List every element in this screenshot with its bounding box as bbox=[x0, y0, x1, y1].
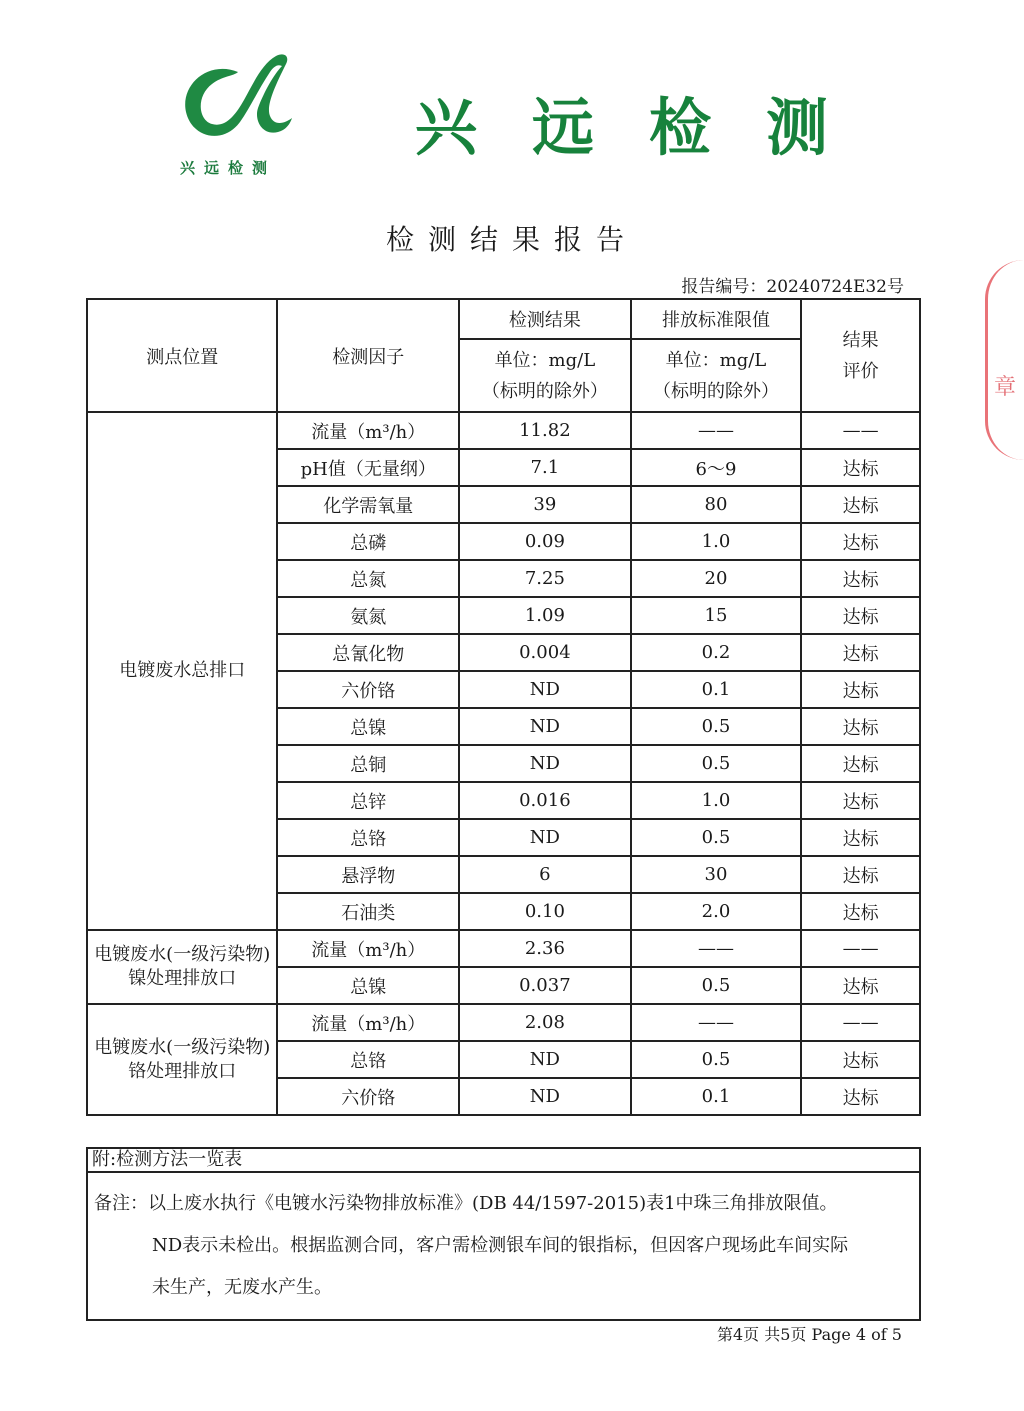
result-cell: ND bbox=[459, 708, 631, 745]
factor-cell: 总镍 bbox=[277, 967, 459, 1004]
result-cell: 2.36 bbox=[459, 930, 631, 967]
col-header-evaluation bbox=[801, 299, 920, 412]
result-cell: 0.016 bbox=[459, 782, 631, 819]
limit-cell: 0.1 bbox=[631, 1078, 802, 1115]
factor-cell: 总铬 bbox=[277, 1041, 459, 1078]
factor-cell: 化学需氧量 bbox=[277, 486, 459, 523]
factor-cell: 总镍 bbox=[277, 708, 459, 745]
factor-cell: 总氰化物 bbox=[277, 634, 459, 671]
report-number: 报告编号：20240724E32号 bbox=[681, 277, 904, 297]
factor-cell: 总铬 bbox=[277, 819, 459, 856]
result-cell: 1.09 bbox=[459, 597, 631, 634]
evaluation-header-line2: 评价 bbox=[842, 360, 879, 382]
notes-table bbox=[86, 1147, 921, 1321]
factor-cell: 流量（m³/h） bbox=[277, 1004, 459, 1041]
evaluation-cell: 达标 bbox=[801, 449, 920, 486]
remark-line-3: 未生产，无废水产生。 bbox=[152, 1277, 332, 1298]
factor-cell: 流量（m³/h） bbox=[277, 930, 459, 967]
company-logo bbox=[178, 50, 293, 150]
evaluation-cell: 达标 bbox=[801, 967, 920, 1004]
table-row bbox=[87, 930, 920, 967]
result-cell: 0.037 bbox=[459, 967, 631, 1004]
stamp-text: 章 bbox=[994, 375, 1017, 400]
result-cell: ND bbox=[459, 819, 631, 856]
remark-line-2: ND表示未检出。根据监测合同，客户需检测银车间的银指标，但因客户现场此车间实际 bbox=[152, 1235, 849, 1256]
factor-cell: 六价铬 bbox=[277, 671, 459, 708]
results-table bbox=[86, 298, 921, 1116]
limit-unit-header bbox=[631, 339, 802, 412]
location-cell: 电镀废水总排口 bbox=[87, 412, 277, 930]
result-unit: 单位：mg/L bbox=[494, 349, 596, 371]
result-cell: ND bbox=[459, 1041, 631, 1078]
header-row-1 bbox=[87, 299, 920, 339]
evaluation-cell: 达标 bbox=[801, 745, 920, 782]
evaluation-cell: 达标 bbox=[801, 523, 920, 560]
results-body bbox=[87, 299, 920, 1115]
limit-cell: —— bbox=[631, 412, 802, 449]
result-cell: 2.08 bbox=[459, 1004, 631, 1041]
evaluation-cell: 达标 bbox=[801, 671, 920, 708]
limit-cell: 0.5 bbox=[631, 819, 802, 856]
col-header-result: 检测结果 bbox=[459, 299, 631, 339]
limit-cell: 0.1 bbox=[631, 671, 802, 708]
limit-cell: —— bbox=[631, 1004, 802, 1041]
evaluation-cell: 达标 bbox=[801, 893, 920, 930]
evaluation-cell: —— bbox=[801, 1004, 920, 1041]
result-cell: ND bbox=[459, 745, 631, 782]
factor-cell: 总磷 bbox=[277, 523, 459, 560]
factor-cell: 流量（m³/h） bbox=[277, 412, 459, 449]
result-unit-header bbox=[459, 339, 631, 412]
factor-cell: 总铜 bbox=[277, 745, 459, 782]
factor-cell: pH值（无量纲） bbox=[277, 449, 459, 486]
col-header-factor: 检测因子 bbox=[277, 299, 459, 412]
page-footer: 第4页 共5页 Page 4 of 5 bbox=[716, 1325, 902, 1344]
factor-cell: 六价铬 bbox=[277, 1078, 459, 1115]
evaluation-cell: —— bbox=[801, 930, 920, 967]
limit-cell: —— bbox=[631, 930, 802, 967]
result-cell: 0.09 bbox=[459, 523, 631, 560]
result-cell: 7.25 bbox=[459, 560, 631, 597]
table-row bbox=[87, 412, 920, 449]
evaluation-cell: 达标 bbox=[801, 708, 920, 745]
limit-cell: 2.0 bbox=[631, 893, 802, 930]
limit-cell: 0.2 bbox=[631, 634, 802, 671]
evaluation-cell: 达标 bbox=[801, 486, 920, 523]
result-cell: 0.004 bbox=[459, 634, 631, 671]
evaluation-cell: 达标 bbox=[801, 1041, 920, 1078]
evaluation-cell: 达标 bbox=[801, 819, 920, 856]
limit-cell: 0.5 bbox=[631, 708, 802, 745]
evaluation-header-line1: 结果 bbox=[842, 329, 879, 351]
factor-cell: 石油类 bbox=[277, 893, 459, 930]
result-cell: 11.82 bbox=[459, 412, 631, 449]
evaluation-cell: 达标 bbox=[801, 597, 920, 634]
result-cell: 0.10 bbox=[459, 893, 631, 930]
result-cell: ND bbox=[459, 1078, 631, 1115]
limit-cell: 1.0 bbox=[631, 782, 802, 819]
factor-cell: 总锌 bbox=[277, 782, 459, 819]
limit-cell: 20 bbox=[631, 560, 802, 597]
factor-cell: 悬浮物 bbox=[277, 856, 459, 893]
result-cell: 39 bbox=[459, 486, 631, 523]
limit-unit-note: （标明的除外） bbox=[652, 380, 779, 402]
evaluation-cell: —— bbox=[801, 412, 920, 449]
result-unit-note: （标明的除外） bbox=[481, 380, 608, 402]
result-cell: 6 bbox=[459, 856, 631, 893]
factor-cell: 总氮 bbox=[277, 560, 459, 597]
limit-cell: 80 bbox=[631, 486, 802, 523]
table-row bbox=[87, 1004, 920, 1041]
evaluation-cell: 达标 bbox=[801, 1078, 920, 1115]
limit-unit: 单位：mg/L bbox=[665, 349, 767, 371]
limit-cell: 6～9 bbox=[631, 449, 802, 486]
logo-caption: 兴远检测 bbox=[180, 159, 277, 177]
remarks bbox=[87, 1172, 920, 1320]
page-title: 检测结果报告 bbox=[385, 223, 638, 256]
limit-cell: 30 bbox=[631, 856, 802, 893]
evaluation-cell: 达标 bbox=[801, 634, 920, 671]
col-header-limit: 排放标准限值 bbox=[631, 299, 802, 339]
evaluation-cell: 达标 bbox=[801, 782, 920, 819]
remark-line-1: 备注：以上废水执行《电镀水污染物排放标准》(DB 44/1597-2015)表1中珠三角排放限值。 bbox=[94, 1193, 838, 1214]
limit-cell: 0.5 bbox=[631, 1041, 802, 1078]
limit-cell: 1.0 bbox=[631, 523, 802, 560]
result-cell: 7.1 bbox=[459, 449, 631, 486]
factor-cell: 氨氮 bbox=[277, 597, 459, 634]
brand-name: 兴远检测 bbox=[415, 91, 884, 164]
location-cell: 电镀废水(一级污染物)镍处理排放口 bbox=[87, 930, 277, 1004]
evaluation-cell: 达标 bbox=[801, 856, 920, 893]
attachment-note: 附:检测方法一览表 bbox=[87, 1148, 920, 1172]
limit-cell: 0.5 bbox=[631, 967, 802, 1004]
col-header-location: 测点位置 bbox=[87, 299, 277, 412]
location-cell: 电镀废水(一级污染物)铬处理排放口 bbox=[87, 1004, 277, 1115]
limit-cell: 15 bbox=[631, 597, 802, 634]
limit-cell: 0.5 bbox=[631, 745, 802, 782]
result-cell: ND bbox=[459, 671, 631, 708]
evaluation-cell: 达标 bbox=[801, 560, 920, 597]
official-stamp-fragment bbox=[985, 260, 1024, 460]
